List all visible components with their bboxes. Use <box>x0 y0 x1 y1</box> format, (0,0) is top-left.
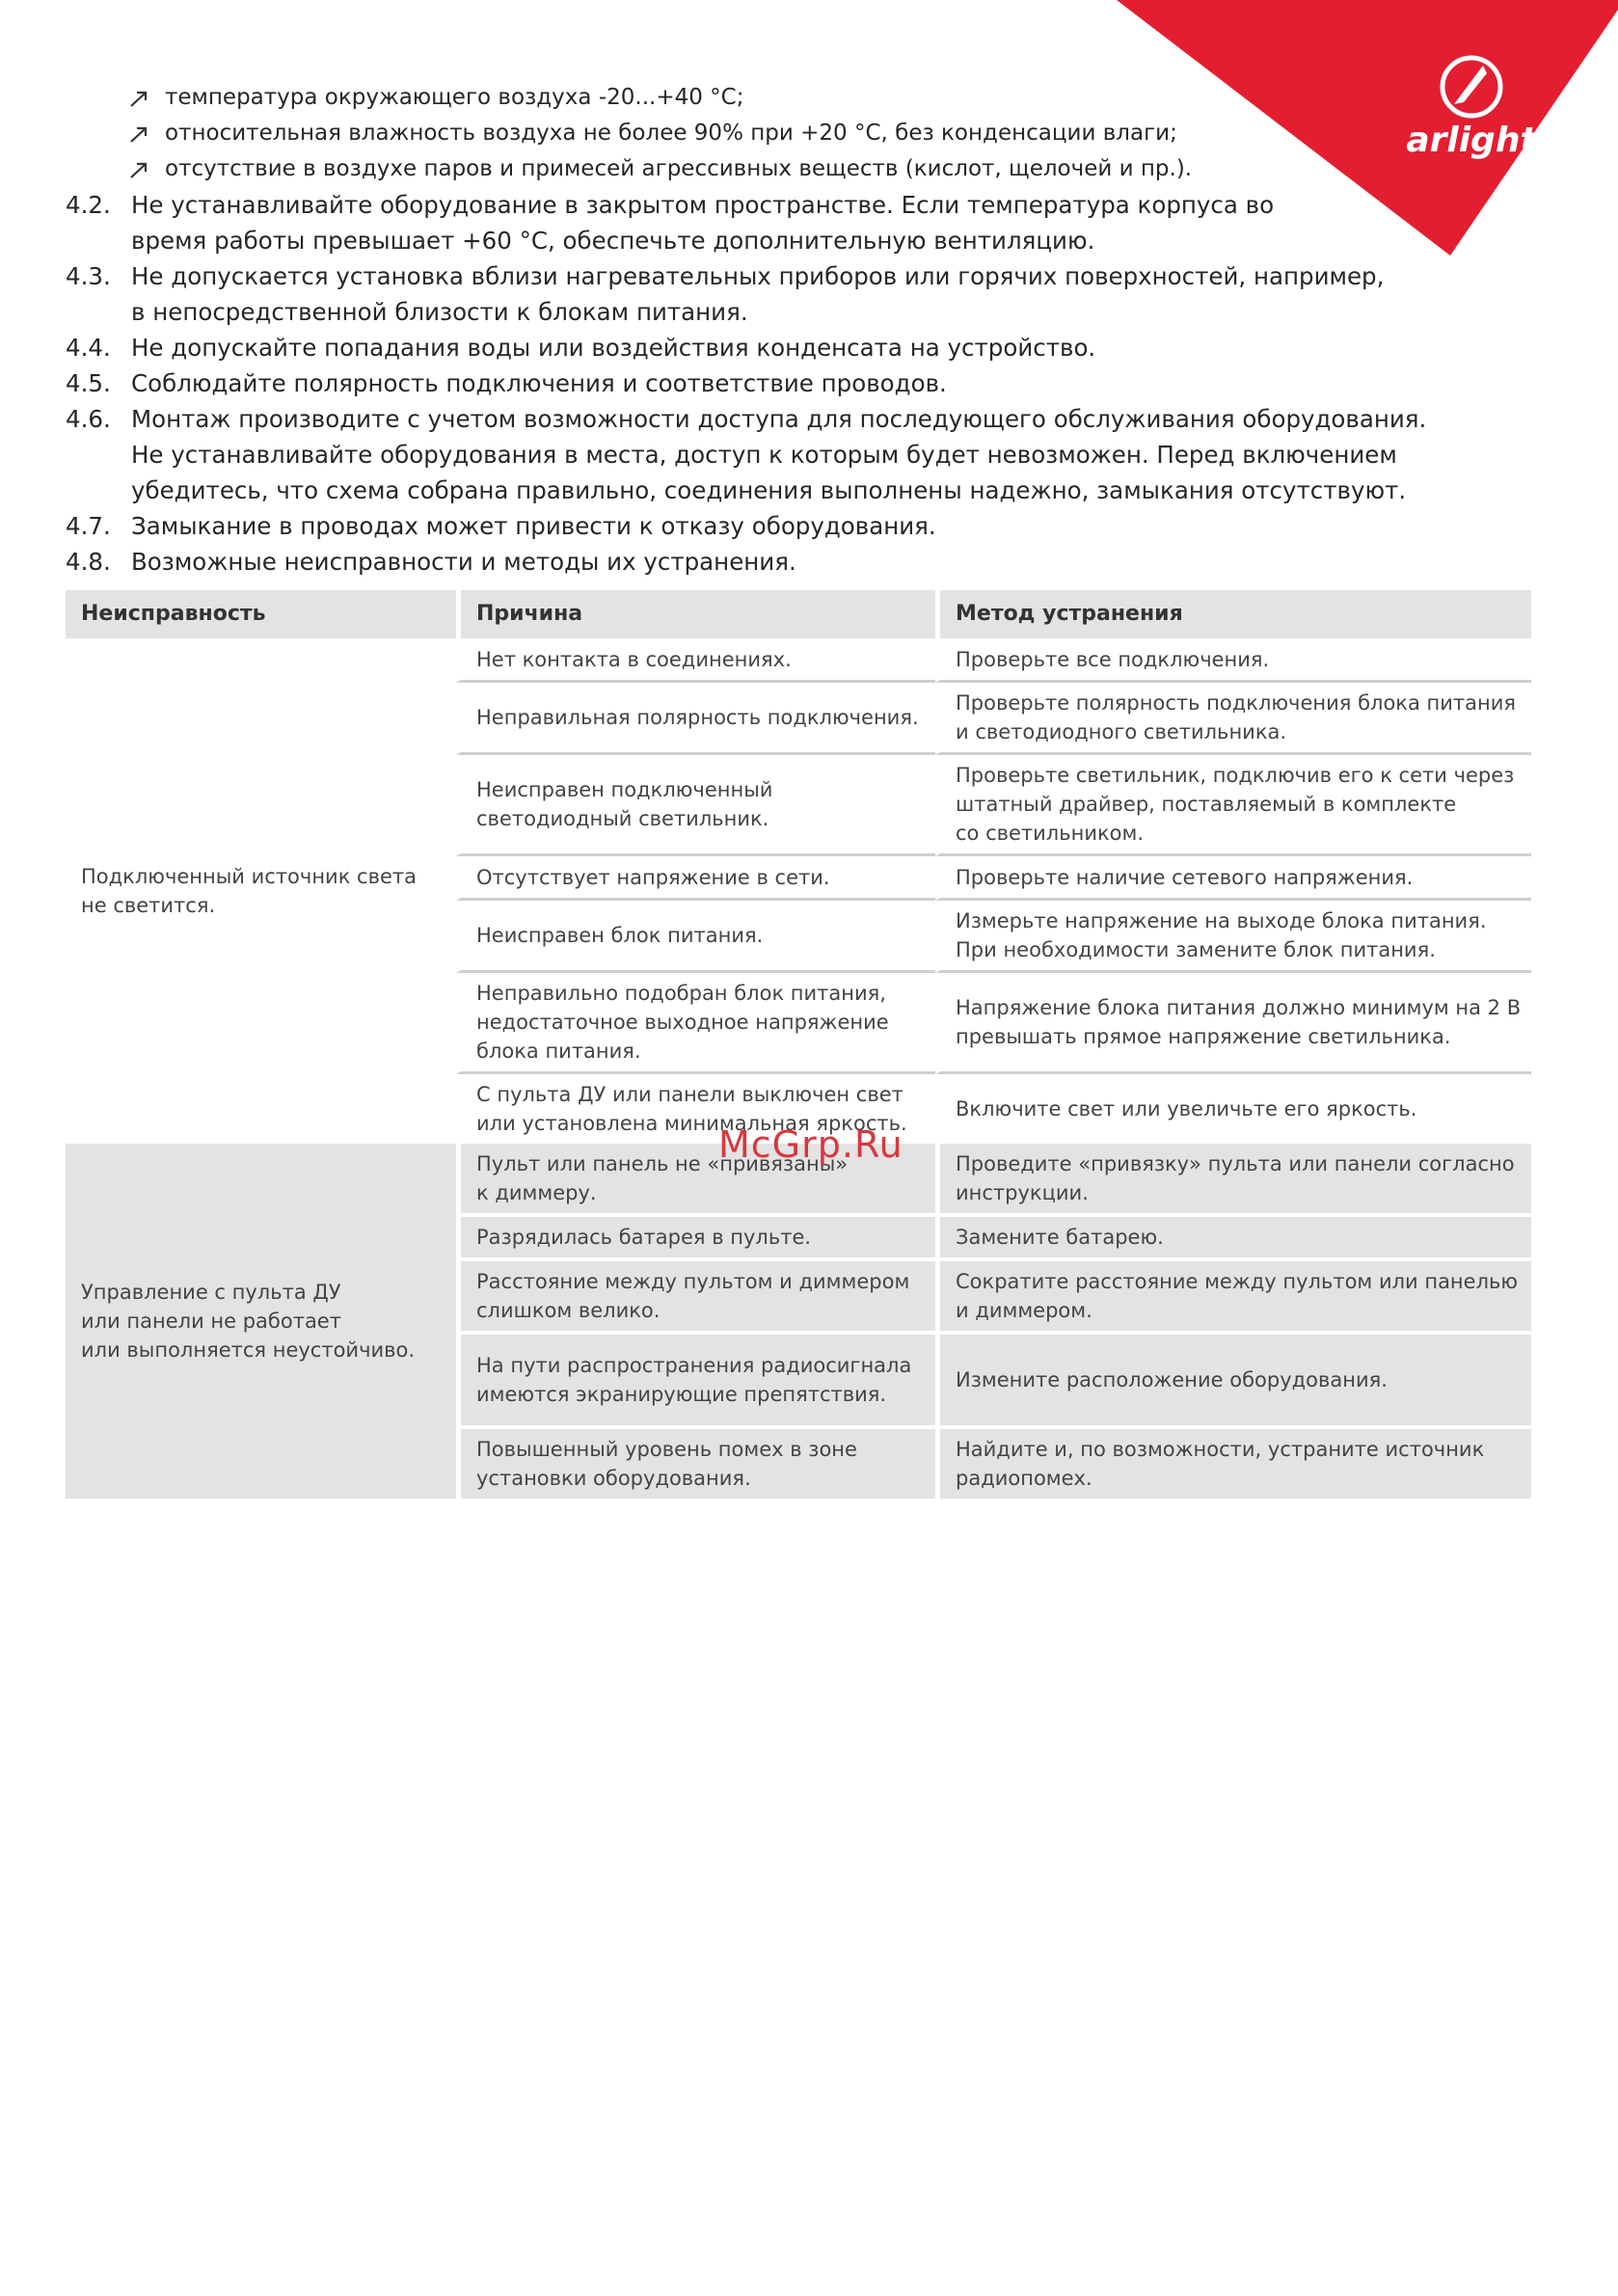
fix-cell: Проверьте полярность подключения блока питания и светодиодного светильника. <box>935 683 1531 755</box>
item-text: Не допускается установка вблизи нагревательных приборов или горячих поверхностей, например, в непосредственной близости к блокам питания. <box>131 262 1385 326</box>
cause-cell: Неисправен подключенный светодиодный светильник. <box>456 755 935 856</box>
arrow-icon <box>130 125 149 143</box>
header-fix: Метод устранения <box>935 590 1531 638</box>
arrow-icon <box>130 161 149 178</box>
fix-cell: Найдите и, по возможности, устраните источник радиопомех. <box>935 1429 1531 1499</box>
fix-cell: Напряжение блока питания должно минимум на 2 В превышать прямое напряжение светильника. <box>935 973 1531 1074</box>
conditions-list <box>130 80 1192 187</box>
item-number: 4.2. <box>66 191 111 219</box>
instruction-item <box>66 258 1531 330</box>
item-number: 4.3. <box>66 262 111 290</box>
fault-cell: Подключенный источник света не светится. <box>66 638 456 1144</box>
condition-item <box>130 151 1192 187</box>
cause-cell: Неправильно подобран блок питания, недостаточное выходное напряжение блока питания. <box>456 973 935 1074</box>
instruction-item <box>66 365 1531 401</box>
item-number: 4.5. <box>66 369 111 397</box>
troubleshooting-table <box>66 590 1531 1499</box>
instruction-item <box>66 508 1531 544</box>
cause-cell: Пульт или панель не «привязаны» к диммеру. <box>456 1144 935 1217</box>
watermark: McGrp.Ru <box>718 1123 903 1166</box>
condition-text: температура окружающего воздуха -20...+40 °С; <box>165 85 744 110</box>
fault-cell: Управление с пульта ДУ или панели не работает или выполняется неустойчиво. <box>66 1144 456 1499</box>
fix-cell: Измените расположение оборудования. <box>935 1335 1531 1429</box>
item-number: 4.6. <box>66 405 111 433</box>
item-text: Монтаж производите с учетом возможности доступа для последующего обслуживания оборудования. Не устанавливайте оборудования в места, доступ к которым будет невозможен. Перед включением убедитесь, что схема собрана правильно, соединения выполнены надежно, замыкания отсутствуют. <box>131 405 1427 504</box>
fix-cell: Проверьте светильник, подключив его к сети через штатный драйвер, поставляемый в комплекте со светильником. <box>935 755 1531 856</box>
condition-item <box>130 80 1192 116</box>
item-text: Соблюдайте полярность подключения и соответствие проводов. <box>131 369 947 397</box>
fix-cell: Проверьте наличие сетевого напряжения. <box>935 856 1531 901</box>
brand-logo-text: arlight <box>1406 121 1537 160</box>
instruction-item <box>66 544 1531 580</box>
instruction-item <box>66 401 1531 508</box>
cause-cell: Разрядилась батарея в пульте. <box>456 1217 935 1261</box>
condition-item <box>130 116 1192 151</box>
header-cause: Причина <box>456 590 935 638</box>
fix-cell: Измерьте напряжение на выходе блока питания. При необходимости замените блок питания. <box>935 901 1531 973</box>
cause-cell: На пути распространения радиосигнала имеются экранирующие препятствия. <box>456 1335 935 1429</box>
item-text: Не устанавливайте оборудование в закрытом пространстве. Если температура корпуса во время работы превышает +60 °С, обеспечьте дополнительную вентиляцию. <box>131 191 1275 255</box>
item-text: Замыкание в проводах может привести к отказу оборудования. <box>131 512 936 540</box>
cause-cell: Неисправен блок питания. <box>456 901 935 973</box>
instructions-list <box>66 187 1531 580</box>
cause-cell: Нет контакта в соединениях. <box>456 638 935 683</box>
fix-cell: Проверьте все подключения. <box>935 638 1531 683</box>
fix-cell: Замените батарею. <box>935 1217 1531 1261</box>
table-row <box>66 638 1531 683</box>
cause-cell: С пульта ДУ или панели выключен свет или установлена минимальная яркость. <box>456 1074 935 1144</box>
cause-cell: Расстояние между пультом и диммером слишком велико. <box>456 1261 935 1335</box>
table-header-row <box>66 590 1531 638</box>
fix-cell: Включите свет или увеличьте его яркость. <box>935 1074 1531 1144</box>
cause-cell: Отсутствует напряжение в сети. <box>456 856 935 901</box>
instruction-item <box>66 187 1531 258</box>
item-number: 4.8. <box>66 548 111 576</box>
item-text: Возможные неисправности и методы их устранения. <box>131 548 796 576</box>
item-text: Не допускайте попадания воды или воздействия конденсата на устройство. <box>131 334 1096 362</box>
item-number: 4.7. <box>66 512 111 540</box>
instruction-item <box>66 330 1531 365</box>
condition-text: отсутствие в воздухе паров и примесей агрессивных веществ (кислот, щелочей и пр.). <box>165 156 1193 181</box>
fix-cell: Проведите «привязку» пульта или панели согласно инструкции. <box>935 1144 1531 1217</box>
condition-text: относительная влажность воздуха не более 90% при +20 °С, без конденсации влаги; <box>165 121 1177 146</box>
fix-cell: Сократите расстояние между пультом или панелью и диммером. <box>935 1261 1531 1335</box>
arrow-icon <box>130 90 149 107</box>
header-fault: Неисправность <box>66 590 456 638</box>
item-number: 4.4. <box>66 334 111 362</box>
cause-cell: Неправильная полярность подключения. <box>456 683 935 755</box>
cause-cell: Повышенный уровень помех в зоне установки оборудования. <box>456 1429 935 1499</box>
